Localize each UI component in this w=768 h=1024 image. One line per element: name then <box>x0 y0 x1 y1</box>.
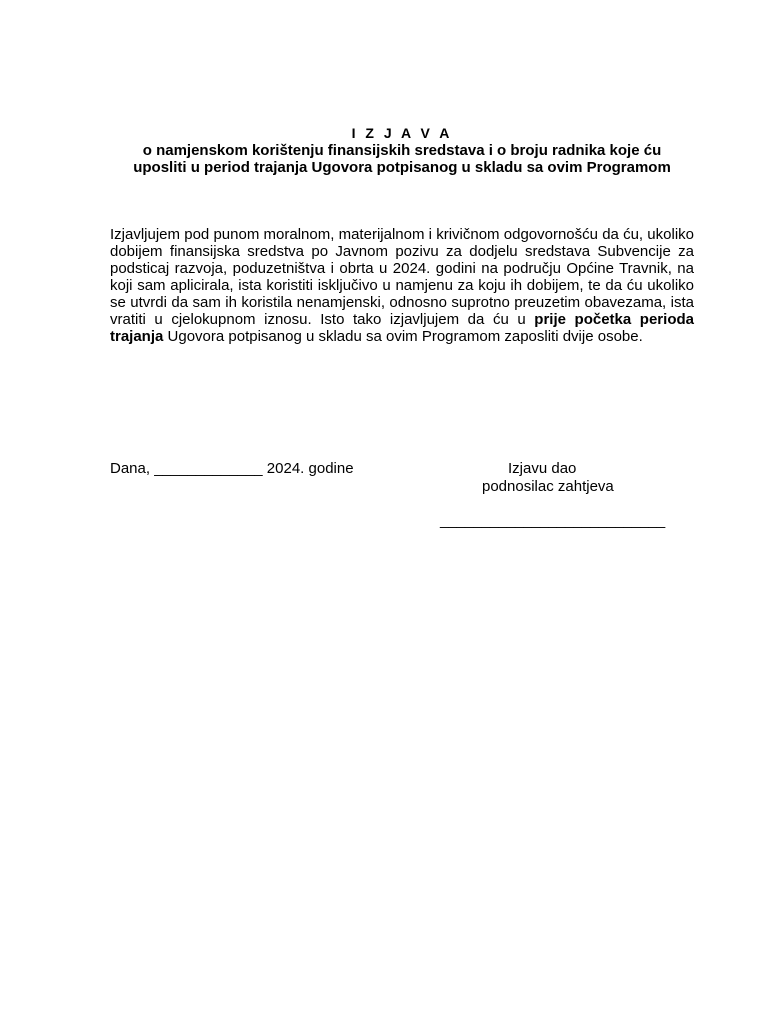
declaration-paragraph <box>110 226 694 345</box>
declaration-text-bold: prije početka perioda trajanja <box>110 311 694 345</box>
date-line: Dana, _____________ 2024. godine <box>110 460 354 477</box>
title-block <box>110 125 694 176</box>
signature-block <box>440 460 672 530</box>
signature-line: ___________________________ <box>440 512 666 529</box>
declaration-text-part1: Izjavljujem pod punom moralnom, materijalnom i krivičnom odgovornošću da ću, ukoliko dobijem finansijska sredstva po Javnom pozivu za dodjelu sredstava Subvencije za podsticaj razvoja, poduzetništva i obrta u 2024. godini na području Općine Travnik, na koji sam aplicirala, ista koristiti isključivo u namjenu za koju ih dobijem, te da ću ukoliko se utvrdi da sam ih koristila nenamjenski, odnosno suprotno preuzetim obavezama, ista vratiti u cjelokupnom iznosu. Isto tako izjavljujem da ću u <box>110 226 694 328</box>
document-subtitle-line1: o namjenskom korištenju finansijskih sredstava i o broju radnika koje ću <box>142 142 662 159</box>
document-title: I Z J A V A <box>351 125 453 141</box>
declaration-text-part2: Ugovora potpisanog u skladu sa ovim Programom zaposliti dvije osobe. <box>163 328 643 345</box>
signature-label-line2: podnosilac zahtjeva <box>482 478 614 495</box>
document-subtitle-line2: uposliti u period trajanja Ugovora potpisanog u skladu sa ovim Programom <box>133 159 671 176</box>
signature-label-line1: Izjavu dao <box>508 460 577 477</box>
